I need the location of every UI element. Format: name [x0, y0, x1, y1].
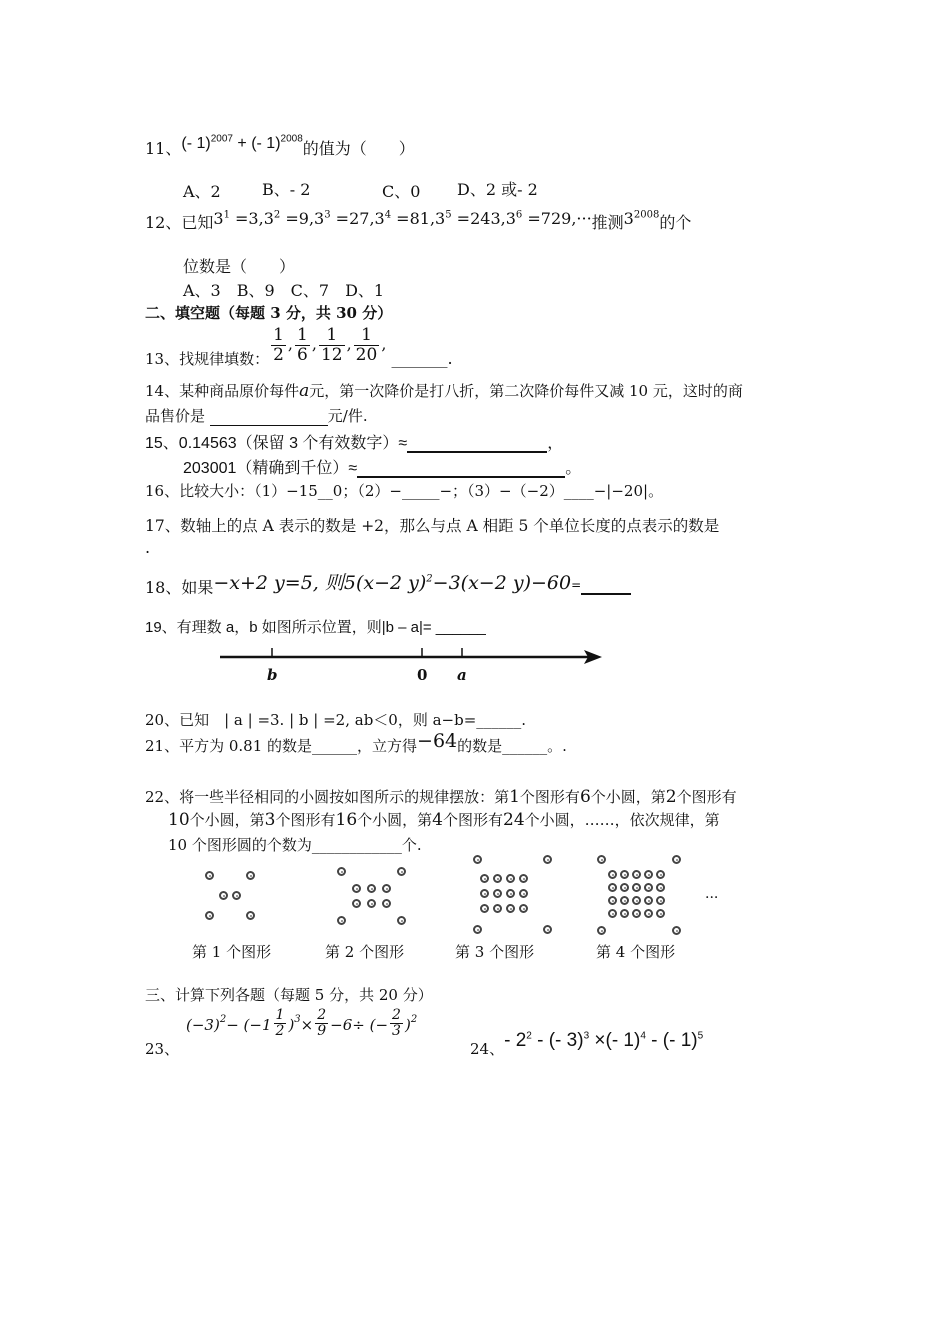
circle [232, 891, 241, 900]
circle [656, 909, 665, 918]
q24-exp: 3 [583, 1030, 590, 1042]
section-2-heading: 二、填空题（每题 3 分，共 30 分） [145, 304, 393, 322]
circle [382, 884, 391, 893]
circle [246, 911, 255, 920]
q24-number: 24、 [470, 1040, 505, 1058]
question-17-line1: 17、数轴上的点 A 表示的数是 +2，那么与点 A 相距 5 个单位长度的点表示的数是 [145, 517, 720, 535]
q22-num: 3 [264, 810, 276, 830]
question-11 [145, 133, 415, 159]
circle [632, 896, 641, 905]
circle [219, 891, 228, 900]
q18-eq: = [571, 578, 582, 592]
q23-exp: 3 [294, 1013, 301, 1025]
q23-expression [186, 1008, 417, 1040]
q12-base: 3 [505, 209, 516, 228]
q11-option-d: D、2 或- 2 [457, 180, 538, 199]
label-zero: 0 [417, 666, 428, 684]
circle [352, 884, 361, 893]
circle [506, 874, 515, 883]
q12-base: 3 [263, 209, 274, 228]
q24-part: - (- 1) [645, 1030, 698, 1051]
circle [543, 925, 552, 934]
circle [519, 889, 528, 898]
q12-val: =729,··· [522, 209, 592, 228]
q15-text: 15、0.14563（保留 3 个有效数字）≈ [145, 435, 408, 452]
circle [620, 870, 629, 879]
q13-fraction [295, 326, 310, 364]
q13-fraction [354, 326, 380, 364]
circle [644, 896, 653, 905]
q21-number: −64 [417, 730, 458, 752]
q13-label: 13、找规律填数： [145, 349, 270, 368]
q14-line2-a: 品售价是 [145, 407, 210, 425]
q18-expression [213, 572, 571, 594]
circle [656, 883, 665, 892]
q12-tail: 推测 [591, 213, 624, 232]
circle [632, 870, 641, 879]
q24-part: - (- 3) [531, 1030, 584, 1051]
question-18 [145, 568, 631, 595]
q11-option-b: B、- 2 [262, 180, 311, 199]
question-12 [145, 210, 691, 233]
q23-numer: 2 [392, 1007, 401, 1023]
q23-part: −6÷ (− [330, 1015, 389, 1034]
circle [205, 911, 214, 920]
q12-exp: 5 [445, 209, 452, 221]
q12-val: =9, [280, 209, 315, 228]
circle [656, 870, 665, 879]
q12-base: 3 [314, 209, 325, 228]
circle [367, 884, 376, 893]
q23-frac [390, 1008, 403, 1040]
q12-val: =27, [330, 209, 375, 228]
q13-denom: 2 [273, 344, 284, 365]
question-20: 20、已知 | a | =3. | b | =2, ab＜0，则 a−b=______. [145, 711, 527, 729]
q13-denom: 6 [297, 344, 308, 365]
q12-options: A、3 B、9 C、7 D、1 [183, 281, 385, 300]
q23-frac [274, 1008, 287, 1040]
circle [205, 871, 214, 880]
figure-ellipsis: ... [705, 886, 719, 902]
circle [382, 899, 391, 908]
q12-base: 3 [374, 209, 385, 228]
q18-expr: −x+2 y=5, 则5(x−2 y) [213, 572, 427, 594]
q11-expr-a: (- 1) [181, 135, 211, 152]
q12-exp: 4 [384, 209, 392, 221]
q23-part: − (−1 [226, 1015, 272, 1034]
q12-exp: 6 [515, 209, 523, 221]
circle [519, 904, 528, 913]
q24-exp: 2 [526, 1030, 532, 1042]
circle [644, 909, 653, 918]
question-15-line2 [183, 455, 581, 478]
q12-line2: 位数是（ ） [183, 257, 296, 276]
q11-tail: 的值为（ ） [302, 139, 415, 158]
q23-exp: 2 [219, 1013, 227, 1025]
caption-1: 第 1 个图形 [192, 943, 272, 961]
question-19 [145, 616, 486, 637]
circle [246, 871, 255, 880]
q23-part: (−3) [186, 1015, 220, 1034]
circle [644, 883, 653, 892]
q12-val: =243, [451, 209, 506, 228]
circle [672, 926, 681, 935]
q11-number: 11、 [145, 139, 182, 158]
section-3-heading: 三、计算下列各题（每题 5 分，共 20 分） [145, 986, 433, 1004]
circle [597, 855, 606, 864]
circle [672, 855, 681, 864]
question-17-line2: . [145, 538, 151, 557]
q12-power [624, 209, 660, 228]
circle [620, 883, 629, 892]
circle [620, 909, 629, 918]
q13-denom: 20 [355, 344, 378, 365]
q15-blank-2 [357, 462, 565, 478]
q11-plus: + [232, 135, 252, 152]
q18-blank [581, 579, 631, 595]
q23-exp: 2 [410, 1013, 418, 1025]
label-a: a [457, 666, 467, 684]
circle [473, 855, 482, 864]
figure-2 [334, 864, 414, 934]
circle [597, 926, 606, 935]
circle [493, 889, 502, 898]
q22-text: 个图形有 [442, 811, 503, 829]
q14-text-a: 14、某种商品原价每件 [145, 382, 300, 400]
circle [543, 855, 552, 864]
circle [656, 896, 665, 905]
label-b: b [267, 666, 278, 684]
q24-part: ×(- 1) [589, 1030, 641, 1051]
q12-base: 3 [435, 209, 446, 228]
caption-4: 第 4 个图形 [596, 943, 676, 961]
q11-exp-a: 2007 [210, 133, 233, 145]
circle [620, 896, 629, 905]
q13-fraction [319, 326, 345, 364]
circle [493, 874, 502, 883]
q23-denom: 2 [275, 1023, 285, 1040]
q13-numer: 1 [319, 326, 345, 346]
q22-num: 2 [665, 787, 677, 807]
q22-text: 个图形有 [676, 788, 737, 806]
question-14-line1 [145, 380, 743, 401]
q23-number: 23、 [145, 1040, 180, 1058]
q13-numer: 1 [297, 325, 308, 345]
circle [480, 874, 489, 883]
q12-val: =81, [391, 209, 436, 228]
question-22-line1 [145, 786, 737, 807]
caption-2: 第 2 个图形 [325, 943, 405, 961]
q13-denom: 12 [320, 344, 343, 365]
circle [493, 904, 502, 913]
q19-text: 19、有理数 a，b 如图所示位置，则|b – a|= [145, 619, 432, 636]
q15-end: ， [547, 435, 564, 452]
q13-numer: 1 [273, 325, 284, 345]
circle [352, 899, 361, 908]
q22-text: 个小圆，第 [357, 811, 433, 829]
q24-part: - 2 [504, 1030, 527, 1051]
q12-tail-base: 3 [623, 209, 634, 228]
circle [480, 889, 489, 898]
q22-text: 个小圆，第 [189, 811, 265, 829]
q14-var: a [299, 381, 310, 401]
circle [480, 904, 489, 913]
q12-number: 12、已知 [145, 213, 214, 232]
figure-1 [200, 868, 270, 928]
circle [608, 909, 617, 918]
q23-part: ) [404, 1015, 411, 1034]
q12-exp: 1 [223, 209, 230, 221]
q22-text: 个小圆，第 [590, 788, 666, 806]
q24-expression [504, 1030, 703, 1051]
q15-end-2: 。 [565, 460, 582, 477]
q22-num: 10 [168, 810, 190, 830]
q12-sequence [213, 209, 591, 228]
q14-text-b: 元，第一次降价是打八折，第二次降价每件又减 10 元，这时的商 [309, 382, 743, 400]
q22-text: 个图形有 [519, 788, 580, 806]
q13-fraction [271, 326, 286, 364]
circle [367, 899, 376, 908]
q12-exp: 2 [273, 209, 281, 221]
question-15-line1 [145, 430, 563, 453]
q23-numer: 1 [275, 1007, 285, 1023]
circle [608, 870, 617, 879]
q22-num: 16 [335, 810, 358, 830]
question-22-line3: 10 个图形圆的个数为____________个. [168, 836, 422, 854]
figure-3 [470, 852, 560, 940]
q22-text: 22、将一些半径相同的小圆按如图所示的规律摆放：第 [145, 788, 510, 806]
q11-exp-b: 2008 [280, 133, 303, 145]
q18-prefix: 18、如果 [145, 578, 214, 597]
q22-num: 1 [509, 787, 520, 807]
circle [608, 883, 617, 892]
q22-num: 24 [503, 810, 525, 830]
q22-text: 个图形有 [275, 811, 336, 829]
circle [397, 916, 406, 925]
circle [644, 870, 653, 879]
q22-num: 4 [432, 810, 443, 830]
question-24 [470, 1030, 704, 1058]
q19-blank: ______ [435, 619, 486, 636]
question-16: 16、比较大小：（1）−15__0；（2）−_____−；（3）−（−2）____−|−20|。 [145, 482, 664, 500]
question-22-line2 [168, 809, 720, 830]
circle [519, 874, 528, 883]
circle [473, 925, 482, 934]
q24-exp: 5 [697, 1030, 704, 1042]
question-21 [145, 730, 567, 756]
figure-4 [594, 852, 689, 940]
q23-denom: 3 [392, 1023, 401, 1040]
q12-base: 3 [213, 209, 224, 228]
q21-text-b: 的数是______。. [457, 737, 567, 755]
q23-denom: 9 [317, 1023, 327, 1040]
circle [632, 909, 641, 918]
q23-numer: 2 [317, 1007, 327, 1023]
q23-part: × [300, 1015, 314, 1034]
q11-option-c: C、0 [382, 182, 421, 201]
q24-exp: 4 [640, 1030, 646, 1042]
circle [506, 904, 515, 913]
q15-text-2: 203001（精确到千位）≈ [183, 460, 358, 477]
q13-blank: _______. [391, 348, 453, 368]
circle [337, 867, 346, 876]
q21-text-a: 21、平方为 0.81 的数是______，立方得 [145, 737, 418, 755]
q14-blank [210, 411, 328, 426]
circle [506, 889, 515, 898]
caption-3: 第 3 个图形 [455, 943, 535, 961]
question-14-line2 [145, 405, 368, 426]
q12-val: =3, [229, 209, 264, 228]
q13-numer: 1 [354, 326, 380, 346]
q22-num: 6 [579, 787, 591, 807]
circle [397, 867, 406, 876]
q12-tail-end: 的个 [659, 213, 692, 232]
q23-part: ) [288, 1015, 295, 1034]
q18-expr2: −3(x−2 y)−60 [432, 572, 572, 594]
q11-expr-b: (- 1) [251, 135, 281, 152]
circle [632, 883, 641, 892]
q23-frac [315, 1008, 328, 1040]
question-13: 13、找规律填数： $\frac{1}{2}$ , $\frac{1}{6}$ , $\frac{1}{12}$ , $\frac{1}{20}$ , _______. [145, 325, 453, 368]
circle [337, 916, 346, 925]
q12-tail-exp: 2008 [633, 209, 660, 221]
q11-option-a: A、2 [183, 182, 221, 201]
q15-blank-1 [407, 437, 547, 453]
q14-line2-b: 元/件. [327, 407, 368, 425]
q12-exp: 3 [324, 209, 331, 221]
q18-exp: 2 [426, 573, 433, 585]
circle [608, 896, 617, 905]
q22-text: 个小圆，……，依次规律，第 [524, 811, 720, 829]
